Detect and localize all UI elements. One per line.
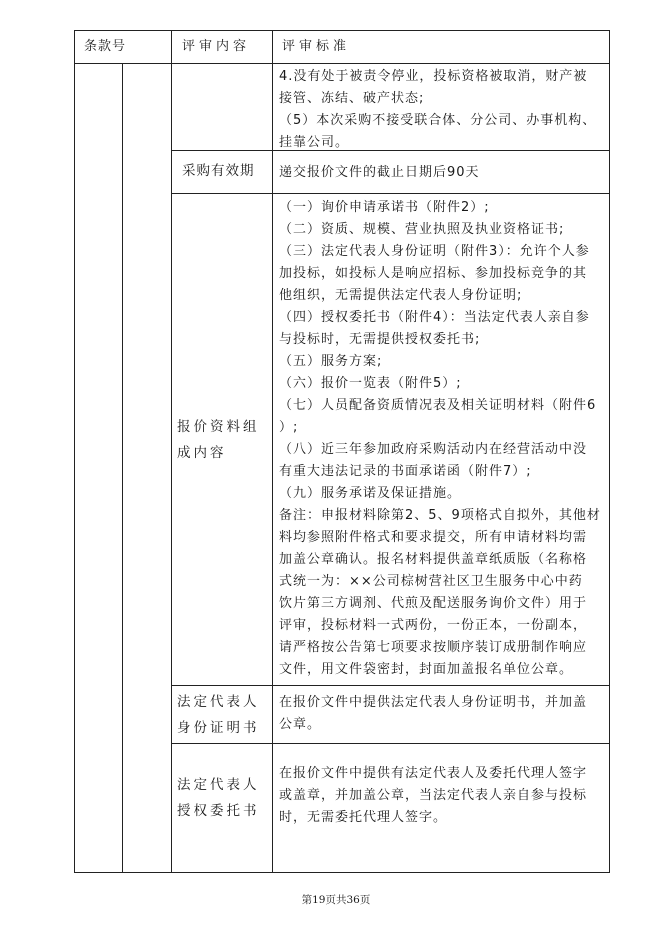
- text-line: 料均参照附件格式和要求提交，所有申请材料均需: [279, 530, 588, 545]
- text-line: （七）人员配备资质情况表及相关证明材料（附件6: [279, 398, 597, 413]
- row-divider-3: [171, 685, 610, 686]
- row-divider-2: [171, 193, 610, 194]
- text-line: 加盖公章确认。报名材料提供盖章纸质版（名称格: [279, 552, 588, 567]
- text-line: （六）报价一览表（附件5）;: [279, 376, 462, 391]
- row-eligibility-content: [279, 66, 604, 154]
- column-divider-1: [171, 30, 172, 873]
- text-line: 他组织，无需提供法定代表人身份证明;: [279, 288, 523, 303]
- row-identity-content: [279, 692, 604, 736]
- row-divider-4: [171, 743, 610, 744]
- page-number: 第19页共36页: [301, 894, 371, 906]
- text-line: （四）授权委托书（附件4）：当法定代表人亲自参: [279, 310, 590, 325]
- text-line: ）;: [279, 420, 299, 435]
- text-line: 时，无需委托代理人签字。: [279, 810, 448, 825]
- row-materials-content: [279, 197, 604, 681]
- text-line: 公章。: [279, 717, 322, 732]
- text-line: 在报价文件中提供法定代表人身份证明书，并加盖: [279, 695, 588, 710]
- text-line: 请严格按公告第七项要求按顺序装订成册制作响应: [279, 640, 588, 655]
- table-border-left: [74, 30, 75, 873]
- row-validity-content: [279, 162, 604, 184]
- text-line: （5）本次采购不接受联合体、分公司、办事机构、: [279, 113, 597, 128]
- table-border-right: [609, 30, 610, 873]
- text-line: 在报价文件中提供有法定代表人及委托代理人签字: [279, 766, 588, 781]
- text-line: 加投标，如投标人是响应招标、参加投标竞争的其: [279, 266, 588, 281]
- sub-column-divider: [122, 63, 123, 873]
- text-line: 备注：申报材料除第2、5、9项格式自拟外，其他材: [279, 508, 601, 523]
- text-line: 评审，投标材料一式两份，一份正本，一份副本，: [279, 618, 588, 633]
- text-line: （五）服务方案;: [279, 354, 383, 369]
- text-line: 饮片第三方调剂、代煎及配送服务询价文件）用于: [279, 596, 588, 611]
- table-border-bottom: [74, 872, 610, 873]
- text-line: 有重大违法记录的书面承诺函（附件7）;: [279, 464, 532, 479]
- row-label-identity: 法定代表人身份证明书: [177, 694, 260, 736]
- row-label-authorization: 法定代表人授权委托书: [177, 777, 260, 819]
- text-line: 4.没有处于被责令停业，投标资格被取消，财产被: [279, 69, 588, 84]
- review-standards-table: [74, 30, 610, 873]
- text-line: 式统一为：××公司棕树营社区卫生服务中心中药: [279, 574, 583, 589]
- row-label-materials: 报价资料组成内容: [177, 419, 260, 461]
- text-line: 递交报价文件的截止日期后90天: [279, 165, 480, 180]
- row-authorization-content: [279, 763, 604, 829]
- text-line: 与投标时，无需提供授权委托书;: [279, 332, 481, 347]
- row-label-validity: 采购有效期: [182, 163, 255, 179]
- text-line: 文件，用文件袋密封，封面加盖报名单位公章。: [279, 662, 574, 677]
- header-divider: [74, 63, 610, 64]
- text-line: （二）资质、规模、营业执照及执业资格证书;: [279, 222, 565, 237]
- text-line: 接管、冻结、破产状态;: [279, 91, 425, 106]
- column-divider-2: [272, 30, 273, 873]
- text-line: （三）法定代表人身份证明（附件3）：允许个人参: [279, 244, 590, 259]
- header-clause-no: 条款号: [84, 39, 127, 54]
- text-line: 或盖章，并加盖公章，当法定代表人亲自参与投标: [279, 788, 588, 803]
- text-line: 挂靠公司。: [279, 135, 350, 150]
- text-line: （一）询价申请承诺书（附件2）;: [279, 200, 490, 215]
- text-line: （九）服务承诺及保证措施。: [279, 486, 462, 501]
- header-review-standard: 评审标准: [282, 39, 351, 54]
- header-review-content: 评审内容: [182, 39, 251, 54]
- text-line: （八）近三年参加政府采购活动内在经营活动中没: [279, 442, 588, 457]
